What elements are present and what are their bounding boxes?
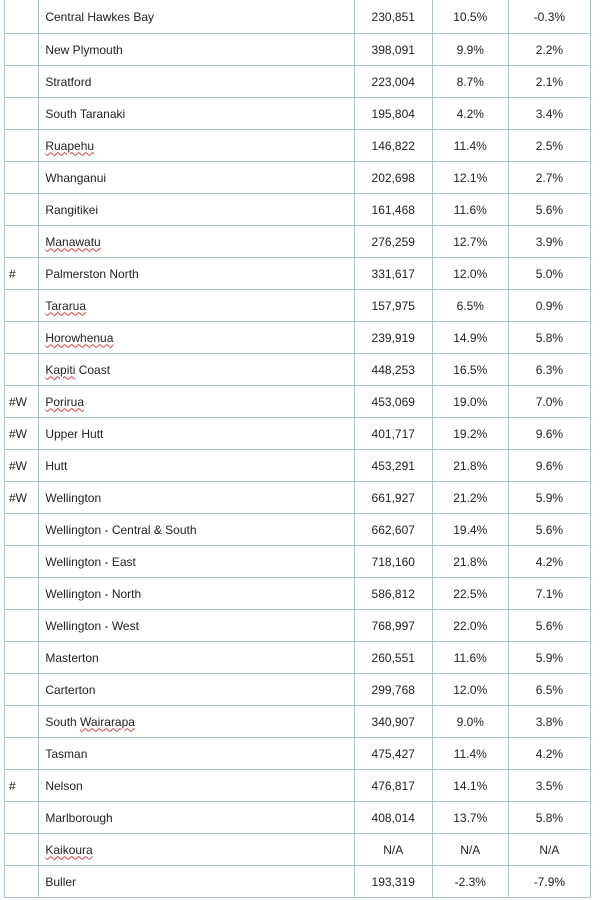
- row-value: 475,427: [354, 738, 432, 770]
- table-row: [5, 546, 591, 578]
- row-percent-1: -2.3%: [432, 866, 508, 898]
- row-district-name: Porirua: [39, 386, 354, 418]
- row-flag: [5, 706, 39, 738]
- row-district-name: Wellington - West: [39, 610, 354, 642]
- row-percent-2: 5.9%: [508, 482, 590, 514]
- row-percent-2: 3.9%: [508, 226, 590, 258]
- row-flag: #: [5, 258, 39, 290]
- row-percent-1: 16.5%: [432, 354, 508, 386]
- row-percent-2: 2.2%: [508, 34, 590, 66]
- row-value: 161,468: [354, 194, 432, 226]
- row-flag: [5, 674, 39, 706]
- row-percent-2: 7.1%: [508, 578, 590, 610]
- row-percent-2: -0.3%: [508, 0, 590, 34]
- row-district-name: Nelson: [39, 770, 354, 802]
- table-row: [5, 482, 591, 514]
- row-flag: #W: [5, 450, 39, 482]
- row-value: 299,768: [354, 674, 432, 706]
- row-percent-1: 19.0%: [432, 386, 508, 418]
- row-percent-1: 9.0%: [432, 706, 508, 738]
- table-row: [5, 418, 591, 450]
- row-percent-1: 21.8%: [432, 546, 508, 578]
- row-percent-2: 2.7%: [508, 162, 590, 194]
- row-percent-1: 22.0%: [432, 610, 508, 642]
- row-district-name: Wellington - East: [39, 546, 354, 578]
- row-percent-2: 3.8%: [508, 706, 590, 738]
- row-percent-2: 6.5%: [508, 674, 590, 706]
- row-value: 398,091: [354, 34, 432, 66]
- row-percent-1: 8.7%: [432, 66, 508, 98]
- table-row: [5, 0, 591, 34]
- row-percent-2: 4.2%: [508, 738, 590, 770]
- row-flag: [5, 514, 39, 546]
- row-district-name: Horowhenua: [39, 322, 354, 354]
- row-percent-1: 13.7%: [432, 802, 508, 834]
- row-percent-2: 7.0%: [508, 386, 590, 418]
- row-district-name: Masterton: [39, 642, 354, 674]
- row-value: 340,907: [354, 706, 432, 738]
- row-flag: [5, 226, 39, 258]
- table-row: [5, 834, 591, 866]
- row-flag: [5, 610, 39, 642]
- row-percent-2: -7.9%: [508, 866, 590, 898]
- row-value: 276,259: [354, 226, 432, 258]
- row-percent-2: 3.4%: [508, 98, 590, 130]
- row-percent-2: 5.0%: [508, 258, 590, 290]
- row-percent-2: 6.3%: [508, 354, 590, 386]
- row-percent-2: 4.2%: [508, 546, 590, 578]
- row-percent-1: 12.7%: [432, 226, 508, 258]
- row-flag: [5, 866, 39, 898]
- row-flag: [5, 802, 39, 834]
- row-percent-1: 21.2%: [432, 482, 508, 514]
- row-district-name: Rangitikei: [39, 194, 354, 226]
- table-row: [5, 258, 591, 290]
- row-value: 202,698: [354, 162, 432, 194]
- row-value: 223,004: [354, 66, 432, 98]
- row-flag: #W: [5, 386, 39, 418]
- row-value: 146,822: [354, 130, 432, 162]
- row-value: 448,253: [354, 354, 432, 386]
- row-flag: #W: [5, 482, 39, 514]
- table-row: [5, 642, 591, 674]
- row-district-name: South Taranaki: [39, 98, 354, 130]
- row-district-name: Wellington - Central & South: [39, 514, 354, 546]
- row-district-name: Tasman: [39, 738, 354, 770]
- row-percent-1: 14.9%: [432, 322, 508, 354]
- row-district-name: Carterton: [39, 674, 354, 706]
- row-flag: [5, 834, 39, 866]
- table-row: [5, 610, 591, 642]
- row-flag: [5, 162, 39, 194]
- row-percent-2: 5.8%: [508, 802, 590, 834]
- row-percent-1: 10.5%: [432, 0, 508, 34]
- table-row: [5, 226, 591, 258]
- table-row: [5, 578, 591, 610]
- row-percent-2: 2.1%: [508, 66, 590, 98]
- table-row: [5, 386, 591, 418]
- row-district-name: Kaikoura: [39, 834, 354, 866]
- row-flag: [5, 642, 39, 674]
- row-percent-1: 6.5%: [432, 290, 508, 322]
- row-percent-1: 11.6%: [432, 194, 508, 226]
- row-district-name: South Wairarapa: [39, 706, 354, 738]
- row-value: 239,919: [354, 322, 432, 354]
- table-row: [5, 98, 591, 130]
- row-percent-2: 3.5%: [508, 770, 590, 802]
- row-value: 195,804: [354, 98, 432, 130]
- row-flag: [5, 290, 39, 322]
- table-row: [5, 130, 591, 162]
- row-flag: #W: [5, 418, 39, 450]
- row-value: 768,997: [354, 610, 432, 642]
- row-district-name: Ruapehu: [39, 130, 354, 162]
- row-percent-1: 11.4%: [432, 738, 508, 770]
- row-district-name: New Plymouth: [39, 34, 354, 66]
- row-district-name: Palmerston North: [39, 258, 354, 290]
- row-value: N/A: [354, 834, 432, 866]
- table-row: [5, 322, 591, 354]
- table-row: [5, 354, 591, 386]
- row-percent-1: 19.2%: [432, 418, 508, 450]
- table-row: [5, 66, 591, 98]
- table-row: [5, 162, 591, 194]
- row-flag: [5, 322, 39, 354]
- row-percent-1: N/A: [432, 834, 508, 866]
- table-body: [5, 0, 591, 898]
- table-row: [5, 194, 591, 226]
- row-percent-2: 5.6%: [508, 514, 590, 546]
- row-district-name: Central Hawkes Bay: [39, 0, 354, 34]
- row-value: 331,617: [354, 258, 432, 290]
- table-row: [5, 290, 591, 322]
- table-row: [5, 802, 591, 834]
- row-flag: [5, 34, 39, 66]
- table-row: [5, 674, 591, 706]
- row-percent-1: 11.6%: [432, 642, 508, 674]
- row-flag: [5, 578, 39, 610]
- row-percent-1: 11.4%: [432, 130, 508, 162]
- row-flag: [5, 546, 39, 578]
- row-percent-1: 4.2%: [432, 98, 508, 130]
- row-percent-2: 5.9%: [508, 642, 590, 674]
- row-percent-2: N/A: [508, 834, 590, 866]
- row-percent-2: 9.6%: [508, 418, 590, 450]
- table-row: [5, 738, 591, 770]
- row-district-name: Stratford: [39, 66, 354, 98]
- row-percent-2: 2.5%: [508, 130, 590, 162]
- row-flag: [5, 130, 39, 162]
- row-percent-1: 12.1%: [432, 162, 508, 194]
- row-value: 401,717: [354, 418, 432, 450]
- row-district-name: Upper Hutt: [39, 418, 354, 450]
- table-row: [5, 34, 591, 66]
- row-district-name: Marlborough: [39, 802, 354, 834]
- row-percent-2: 0.9%: [508, 290, 590, 322]
- table-row: [5, 514, 591, 546]
- row-value: 586,812: [354, 578, 432, 610]
- row-district-name: Whanganui: [39, 162, 354, 194]
- row-value: 260,551: [354, 642, 432, 674]
- row-district-name: Buller: [39, 866, 354, 898]
- row-percent-1: 14.1%: [432, 770, 508, 802]
- table-row: [5, 866, 591, 898]
- row-district-name: Wellington: [39, 482, 354, 514]
- table-row: [5, 770, 591, 802]
- row-percent-2: 5.6%: [508, 610, 590, 642]
- table-row: [5, 706, 591, 738]
- row-value: 662,607: [354, 514, 432, 546]
- row-value: 230,851: [354, 0, 432, 34]
- row-percent-1: 21.8%: [432, 450, 508, 482]
- row-value: 408,014: [354, 802, 432, 834]
- row-percent-1: 9.9%: [432, 34, 508, 66]
- row-percent-2: 5.8%: [508, 322, 590, 354]
- row-district-name: Wellington - North: [39, 578, 354, 610]
- row-district-name: Hutt: [39, 450, 354, 482]
- data-table: [4, 0, 591, 898]
- table-row: [5, 450, 591, 482]
- row-value: 476,817: [354, 770, 432, 802]
- row-flag: [5, 0, 39, 34]
- row-district-name: Manawatu: [39, 226, 354, 258]
- row-flag: [5, 354, 39, 386]
- row-flag: #: [5, 770, 39, 802]
- row-value: 157,975: [354, 290, 432, 322]
- row-percent-1: 22.5%: [432, 578, 508, 610]
- row-value: 193,319: [354, 866, 432, 898]
- row-percent-1: 19.4%: [432, 514, 508, 546]
- row-percent-1: 12.0%: [432, 258, 508, 290]
- row-flag: [5, 194, 39, 226]
- row-value: 661,927: [354, 482, 432, 514]
- row-flag: [5, 66, 39, 98]
- row-district-name: Tararua: [39, 290, 354, 322]
- row-flag: [5, 98, 39, 130]
- row-flag: [5, 738, 39, 770]
- row-district-name: Kapiti Coast: [39, 354, 354, 386]
- row-percent-1: 12.0%: [432, 674, 508, 706]
- row-value: 453,069: [354, 386, 432, 418]
- row-percent-2: 5.6%: [508, 194, 590, 226]
- row-value: 718,160: [354, 546, 432, 578]
- row-value: 453,291: [354, 450, 432, 482]
- row-percent-2: 9.6%: [508, 450, 590, 482]
